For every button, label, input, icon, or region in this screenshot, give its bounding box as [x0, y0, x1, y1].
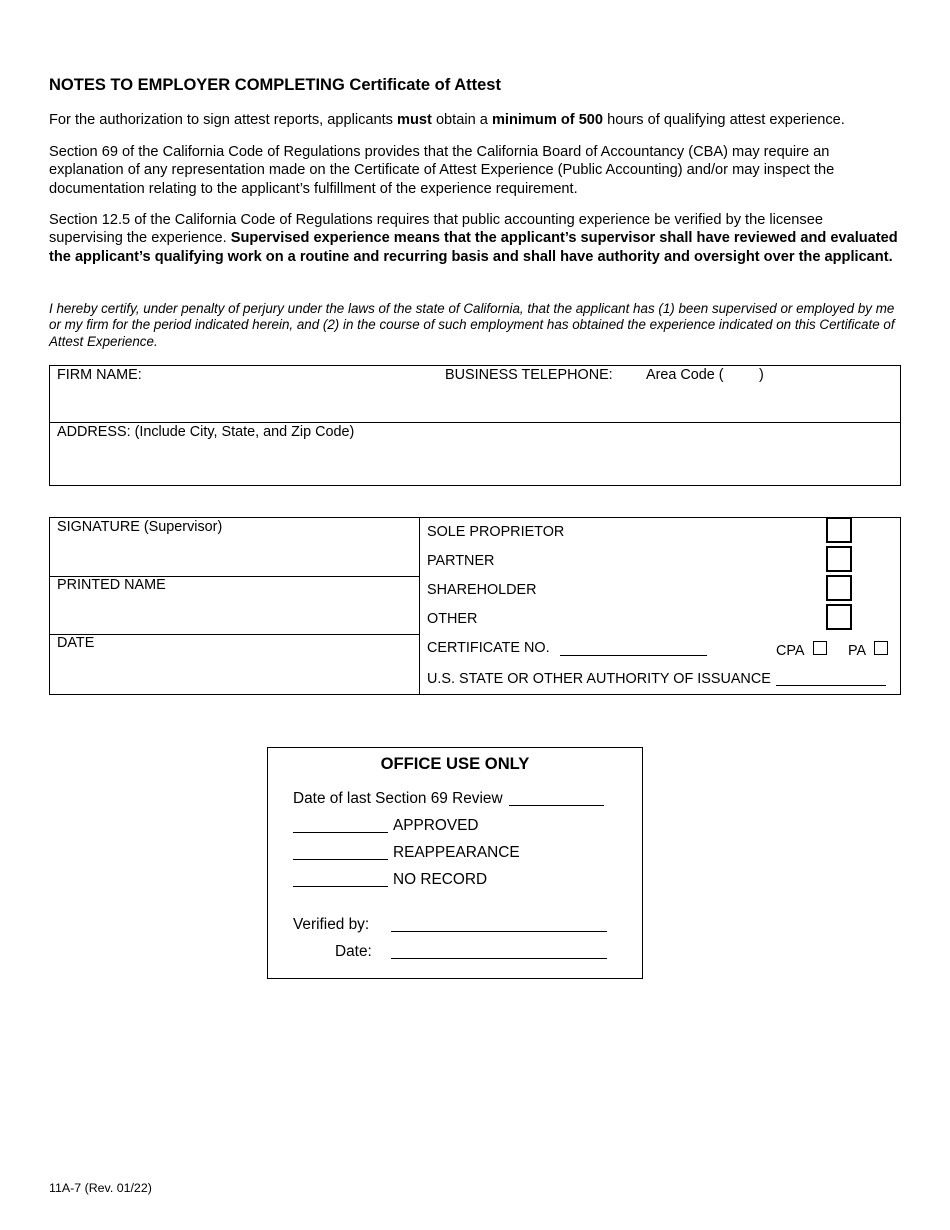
- cpa-checkbox[interactable]: [813, 641, 827, 655]
- firm-name-label: FIRM NAME:: [57, 367, 142, 383]
- no-record-label: NO RECORD: [393, 871, 488, 888]
- page-title: [49, 76, 501, 95]
- approved-field[interactable]: [293, 832, 388, 833]
- office-use-title: OFFICE USE ONLY: [380, 754, 530, 773]
- title-bold: NOTES TO EMPLOYER COMPLETING: [49, 76, 345, 94]
- approved-label: APPROVED: [393, 817, 479, 834]
- printed-name-field[interactable]: [50, 595, 418, 633]
- title-rest: Certificate of Attest: [344, 76, 501, 94]
- section-69-paragraph: Section 69 of the California Code of Regulations provides that the California Board of Accountancy (CBA) may require an explanation of any representation made on the Certificate of Attest Experience (Public Accounting) and/or may inspect the documentation relating to the applicant’s fulfillment of the experience requirement.: [49, 144, 835, 197]
- address-label: ADDRESS: (Include City, State, and Zip Code): [57, 424, 355, 440]
- reappearance-field[interactable]: [293, 859, 388, 860]
- other-checkbox[interactable]: [826, 604, 852, 630]
- signature-box-divider: [419, 517, 420, 695]
- verified-by-label: Verified by:: [293, 916, 370, 933]
- certification-statement: I hereby certify, under penalty of perjury under the laws of the state of California, that the applicant has (1) been supervised or employed by me or my firm for the period indicated herein, and (2) in the course of such employment has obtained the experience indicated on this Certificate of Attest Experience.: [49, 301, 895, 349]
- business-telephone-label: BUSINESS TELEPHONE:: [445, 367, 613, 383]
- office-use-box: [267, 747, 643, 979]
- authority-field[interactable]: [776, 685, 886, 686]
- date-field[interactable]: [50, 653, 418, 693]
- authority-label: U.S. STATE OR OTHER AUTHORITY OF ISSUANCE: [427, 671, 771, 687]
- area-code-close: ): [759, 367, 764, 383]
- no-record-field[interactable]: [293, 886, 388, 887]
- last-review-label: Date of last Section 69 Review: [293, 790, 503, 807]
- form-number: 11A-7 (Rev. 01/22): [49, 1181, 152, 1195]
- printed-name-row-divider: [49, 634, 419, 635]
- pa-label: PA: [848, 643, 867, 659]
- pa-checkbox[interactable]: [874, 641, 888, 655]
- area-code-field[interactable]: [722, 366, 758, 384]
- date-label: DATE: [57, 635, 95, 651]
- other-label: OTHER: [427, 611, 478, 627]
- section-12-5-paragraph: Section 12.5 of the California Code of Regulations requires that public accounting experience be verified by the licensee supervising the experience. Supervised experience means that the applicant’s supervisor shall have reviewed and evaluated the applicant’s qualifying work on a routine and recurring basis and shall have authority and oversight over the applicant.: [49, 212, 898, 265]
- firm-box-divider: [49, 422, 901, 423]
- business-telephone-field[interactable]: [445, 386, 895, 420]
- requirement-paragraph: For the authorization to sign attest reports, applicants must obtain a minimum of 500 hours of qualifying attest experience.: [49, 112, 845, 128]
- verified-by-field[interactable]: [391, 931, 607, 932]
- partner-label: PARTNER: [427, 553, 495, 569]
- signature-label: SIGNATURE (Supervisor): [57, 519, 223, 535]
- sole-proprietor-label: SOLE PROPRIETOR: [427, 524, 565, 540]
- certificate-no-label: CERTIFICATE NO.: [427, 640, 550, 656]
- partner-checkbox[interactable]: [826, 546, 852, 572]
- last-review-field[interactable]: [509, 805, 604, 806]
- shareholder-checkbox[interactable]: [826, 575, 852, 601]
- shareholder-label: SHAREHOLDER: [427, 582, 537, 598]
- firm-name-field[interactable]: [49, 384, 439, 420]
- office-date-field[interactable]: [391, 958, 607, 959]
- area-code-label: Area Code (: [646, 367, 724, 383]
- office-date-label: Date:: [335, 943, 372, 960]
- reappearance-label: REAPPEARANCE: [393, 844, 520, 861]
- signature-field[interactable]: [50, 537, 418, 575]
- address-field[interactable]: [49, 442, 901, 484]
- certificate-no-field[interactable]: [560, 655, 707, 656]
- cpa-label: CPA: [776, 643, 805, 659]
- printed-name-label: PRINTED NAME: [57, 577, 166, 593]
- sole-proprietor-checkbox[interactable]: [826, 517, 852, 543]
